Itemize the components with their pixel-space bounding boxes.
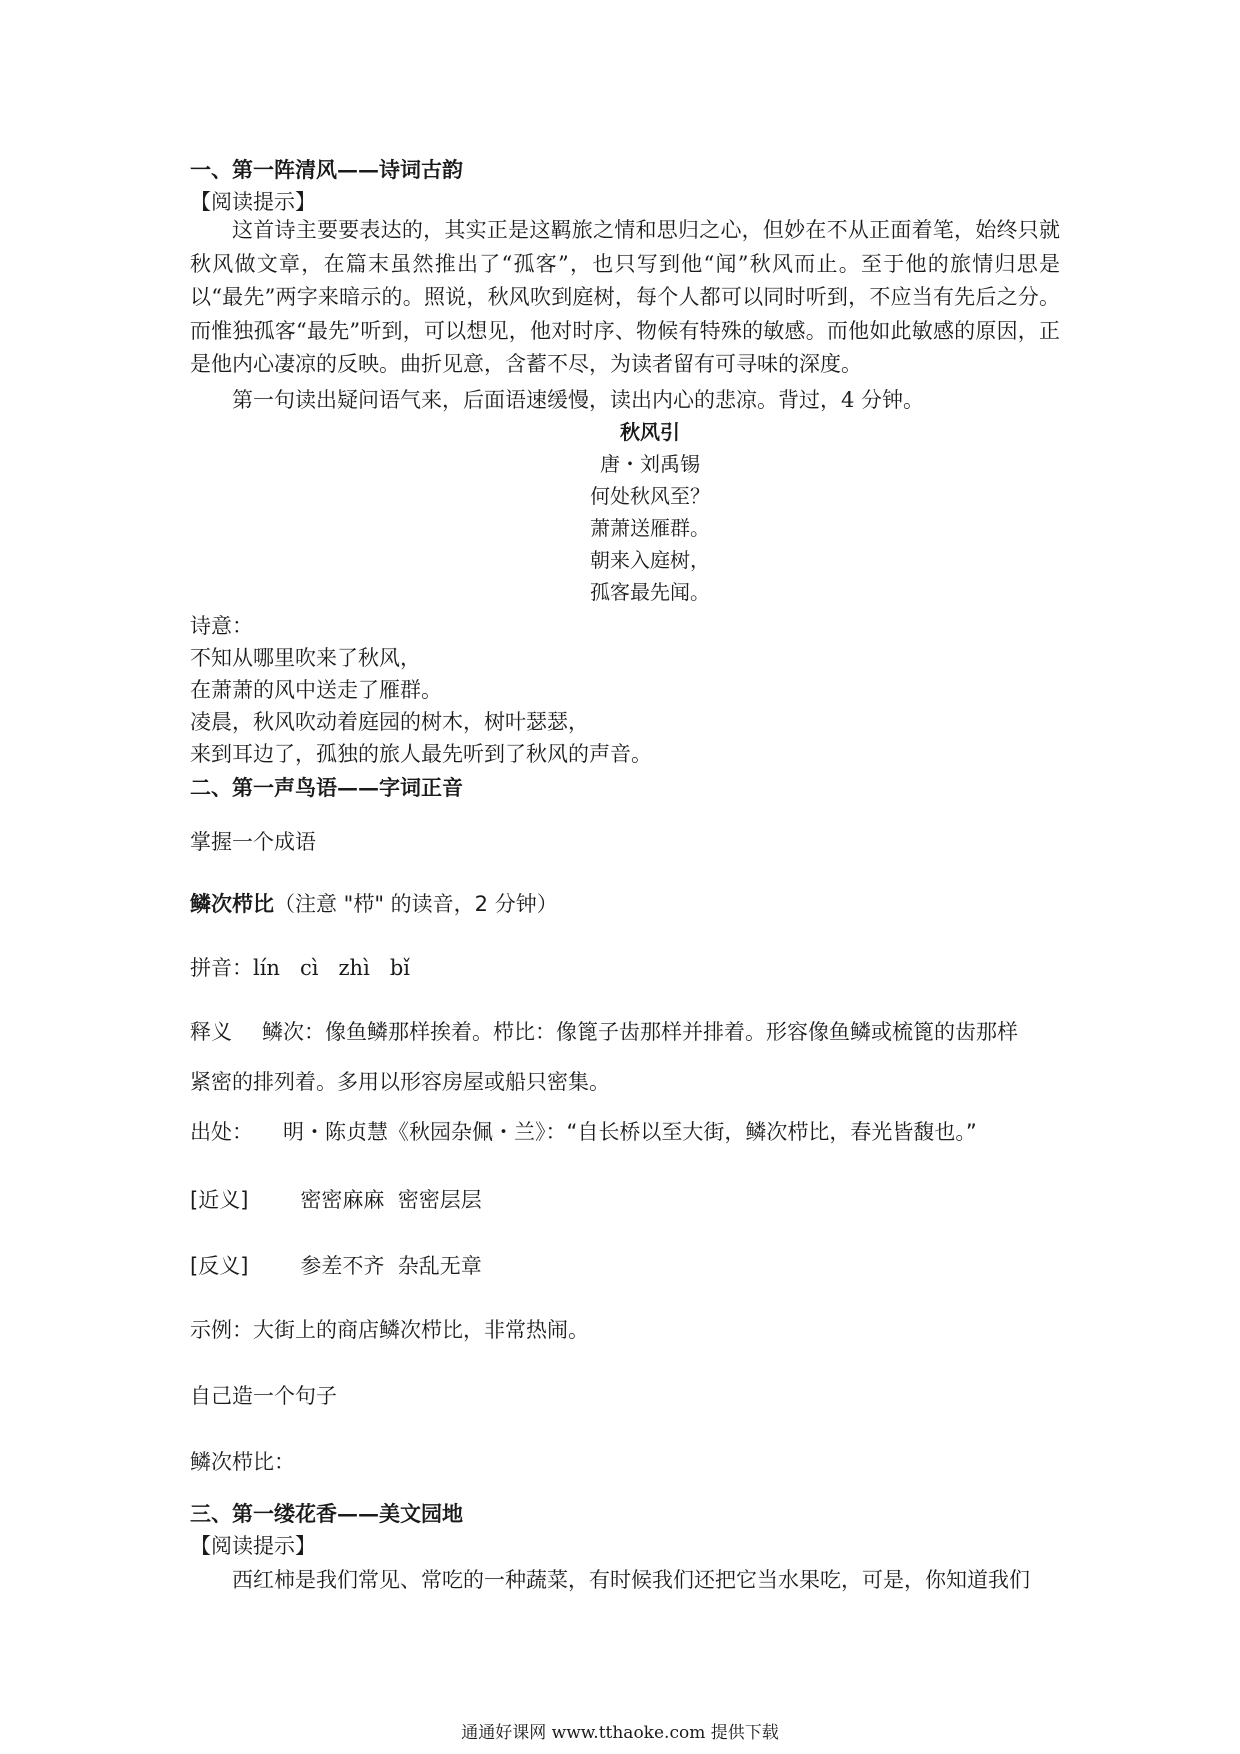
example-label: 示例： <box>190 1318 253 1342</box>
definition-continued: 紧密的排列着。多用以形容房屋或船只密集。 <box>190 1070 610 1094</box>
meaning-line: 来到耳边了，孤独的旅人最先听到了秋风的声音。 <box>190 742 652 766</box>
definition-text: 鳞次：像鱼鳞那样挨着。栉比：像篦子齿那样并排着。形容像鱼鳞或梳篦的齿那样 <box>262 1020 1018 1044</box>
poem-title: 秋风引 <box>620 420 680 444</box>
pinyin-label: 拼音： <box>190 956 253 980</box>
source-line <box>190 1116 977 1146</box>
section1-heading: 一、第一阵清风——诗词古韵 <box>190 157 463 182</box>
section2-heading: 二、第一声鸟语——字词正音 <box>190 775 463 800</box>
pinyin-line <box>190 952 410 982</box>
sentence-prompt: 鳞次栉比： <box>190 1450 295 1474</box>
idiom-term: 鳞次栉比 <box>190 892 274 916</box>
synonym-label: [近义] <box>190 1188 249 1212</box>
source-text: 明・陈贞慧《秋园杂佩・兰》：“自长桥以至大街，鳞次栉比，春光皆馥也。” <box>283 1120 977 1144</box>
definition-label: 释义 <box>190 1020 232 1044</box>
meaning-label: 诗意： <box>190 614 253 638</box>
poem-author: 唐・刘禹锡 <box>600 452 700 476</box>
meaning-line: 不知从哪里吹来了秋风， <box>190 646 421 670</box>
synonym-text: 密密麻麻 密密层层 <box>300 1188 482 1212</box>
section1-hint-label: 【阅读提示】 <box>190 190 316 214</box>
idiom-note: （注意 "栉" 的读音，2 分钟） <box>274 892 558 916</box>
example-text: 大街上的商店鳞次栉比，非常热闹。 <box>253 1318 589 1342</box>
antonym-text: 参差不齐 杂乱无章 <box>300 1254 482 1278</box>
idiom-line <box>190 888 558 918</box>
section2-subtitle: 掌握一个成语 <box>190 830 316 854</box>
meaning-line: 凌晨，秋风吹动着庭园的树木，树叶瑟瑟， <box>190 710 589 734</box>
section1-instruction: 第一句读出疑问语气来，后面语速缓慢，读出内心的悲凉。背过，4 分钟。 <box>232 388 925 412</box>
poem-line: 朝来入庭树， <box>590 548 710 572</box>
pinyin-text: lín cì zhì bǐ <box>253 956 410 980</box>
poem-line: 孤客最先闻。 <box>590 580 710 604</box>
poem-line: 何处秋风至？ <box>590 484 710 508</box>
antonym-label: [反义] <box>190 1254 249 1278</box>
section3-paragraph: 西红柿是我们常见、常吃的一种蔬菜，有时候我们还把它当水果吃，可是，你知道我们 <box>232 1568 1030 1592</box>
source-label: 出处： <box>190 1120 253 1144</box>
section1-paragraph: 这首诗主要要表达的，其实正是这羁旅之情和思归之心，但妙在不从正面着笔，始终只就秋风做文章，在篇末虽然推出了“孤客”，也只写到他“闻”秋风而止。至于他的旅情归思是以“最先”两字来暗示的。照说，秋风吹到庭树，每个人都可以同时听到，不应当有先后之分。而惟独孤客“最先”听到，可以想见，他对时序、物候有特殊的敏感。而他如此敏感的原因，正是他内心凄凉的反映。曲折见意，含蓄不尽，为读者留有可寻味的深度。 <box>190 218 1060 376</box>
poem-line: 萧萧送雁群。 <box>590 516 710 540</box>
meaning-line: 在萧萧的风中送走了雁群。 <box>190 678 442 702</box>
definition-line <box>190 1016 1018 1046</box>
example-line <box>190 1314 589 1344</box>
synonym-line <box>190 1184 482 1214</box>
antonym-line <box>190 1250 482 1280</box>
section3-hint-label: 【阅读提示】 <box>190 1534 316 1558</box>
section3-heading: 三、第一缕花香——美文园地 <box>190 1501 463 1526</box>
footer-text: 通通好课网 www.tthaoke.com 提供下载 <box>461 1723 779 1743</box>
make-sentence-heading: 自己造一个句子 <box>190 1384 337 1408</box>
